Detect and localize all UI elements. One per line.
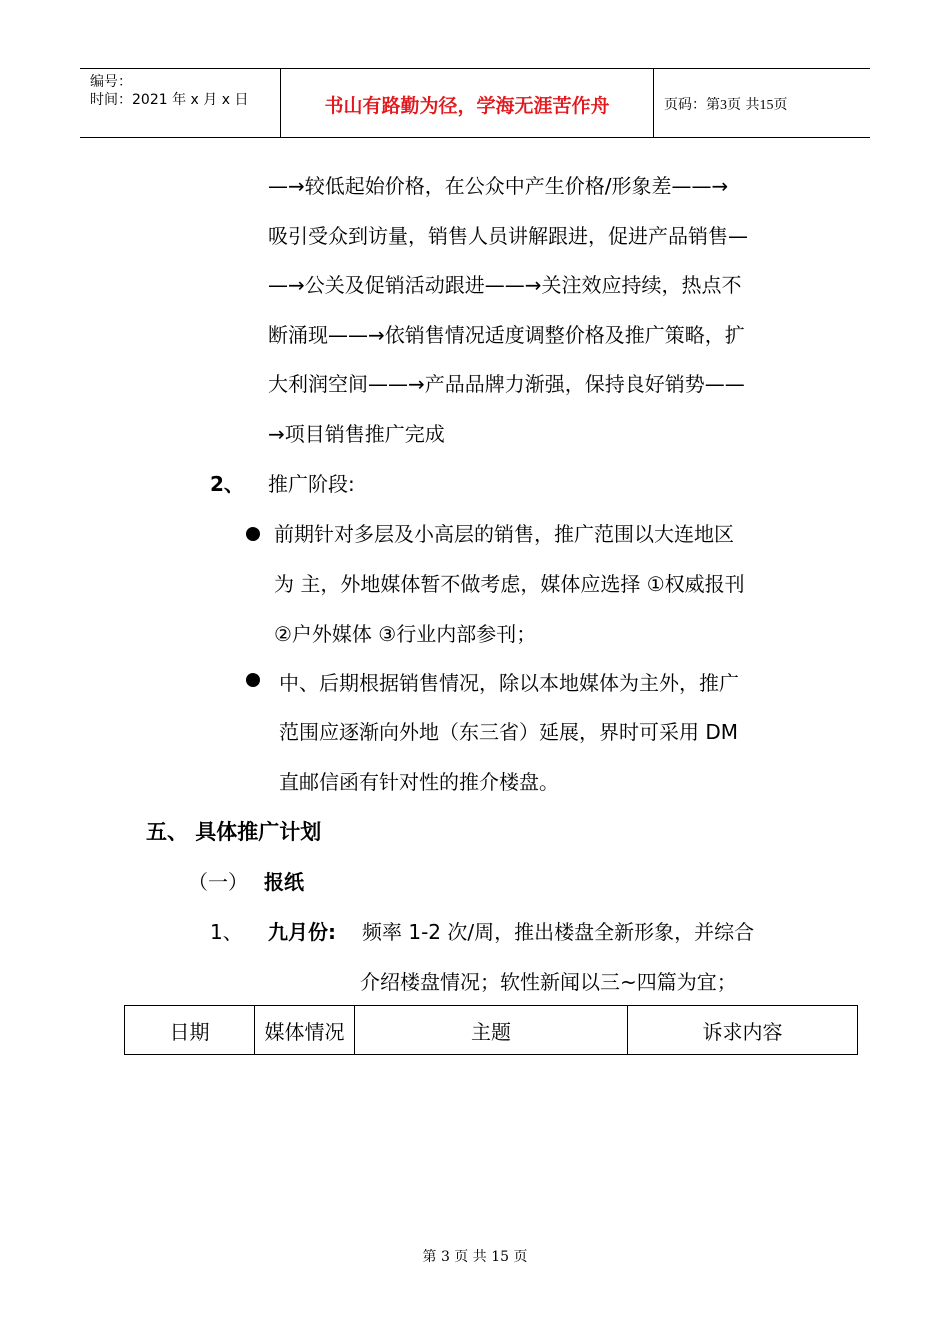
- bullet-line: ②户外媒体 ③行业内部参刊；: [274, 622, 537, 646]
- bullet-line: 范围应逐渐向外地（东三省）延展，界时可采用 DM: [279, 720, 739, 744]
- flow-line: 吸引受众到访量，销售人员讲解跟进，促进产品销售—: [268, 224, 748, 248]
- column-header-media: 媒体情况: [255, 1006, 355, 1055]
- page-mid: 页 共: [727, 97, 760, 113]
- media-plan-table: [124, 1005, 858, 1055]
- date-label: 时间：2021 年 x 月 x 日: [90, 92, 249, 108]
- page-label: 页码：第: [664, 97, 720, 113]
- item-text: 介绍楼盘情况；软性新闻以三~四篇为宜；: [360, 970, 737, 994]
- header-motto-cell: [281, 69, 654, 137]
- stage-number: 2、: [210, 472, 244, 496]
- bullet-line: 直邮信函有针对性的推介楼盘。: [279, 770, 559, 794]
- section-heading: 五、 具体推广计划: [146, 820, 322, 844]
- column-header-theme: 主题: [355, 1006, 628, 1055]
- bullet-dot: [246, 527, 260, 541]
- column-header-appeal: 诉求内容: [628, 1006, 858, 1055]
- page-header: [80, 68, 870, 138]
- stage-label: 推广阶段:: [268, 472, 355, 496]
- flow-line: 断涌现——→依销售情况适度调整价格及推广策略，扩: [268, 323, 745, 347]
- header-meta-cell: [80, 69, 281, 137]
- bullet-dot: [246, 673, 260, 687]
- page-footer: 第 3 页 共 15 页: [422, 1249, 528, 1265]
- item-label: 九月份:: [268, 920, 336, 944]
- flow-line: —→公关及促销活动跟进——→关注效应持续，热点不: [268, 273, 742, 297]
- subsection-number: （一）: [188, 870, 248, 894]
- flow-line: 大利润空间——→产品品牌力渐强，保持良好销势——: [268, 372, 745, 396]
- bullet-line: 为 主，外地媒体暂不做考虑，媒体应选择 ①权威报刊: [274, 572, 745, 596]
- page-number: 3: [720, 98, 727, 113]
- page-end: 页: [773, 97, 788, 113]
- serial-label: 编号：: [90, 74, 132, 90]
- item-number: 1、: [210, 920, 243, 944]
- bullet-line: 前期针对多层及小高层的销售，推广范围以大连地区: [274, 522, 734, 546]
- column-header-date: 日期: [125, 1006, 255, 1055]
- page-total: 15: [759, 98, 774, 113]
- header-page-cell: [654, 69, 870, 137]
- motto: 书山有路勤为径，学海无涯苦作舟: [324, 95, 610, 117]
- subsection-label: 报纸: [264, 870, 304, 894]
- table-header-row: [125, 1006, 858, 1055]
- flow-line: →项目销售推广完成: [268, 422, 445, 446]
- item-text: 频率 1-2 次/周，推出楼盘全新形象，并综合: [362, 920, 755, 944]
- bullet-line: 中、后期根据销售情况，除以本地媒体为主外，推广: [279, 671, 739, 695]
- flow-line: —→较低起始价格，在公众中产生价格/形象差——→: [268, 174, 729, 198]
- page-indicator: [664, 94, 787, 114]
